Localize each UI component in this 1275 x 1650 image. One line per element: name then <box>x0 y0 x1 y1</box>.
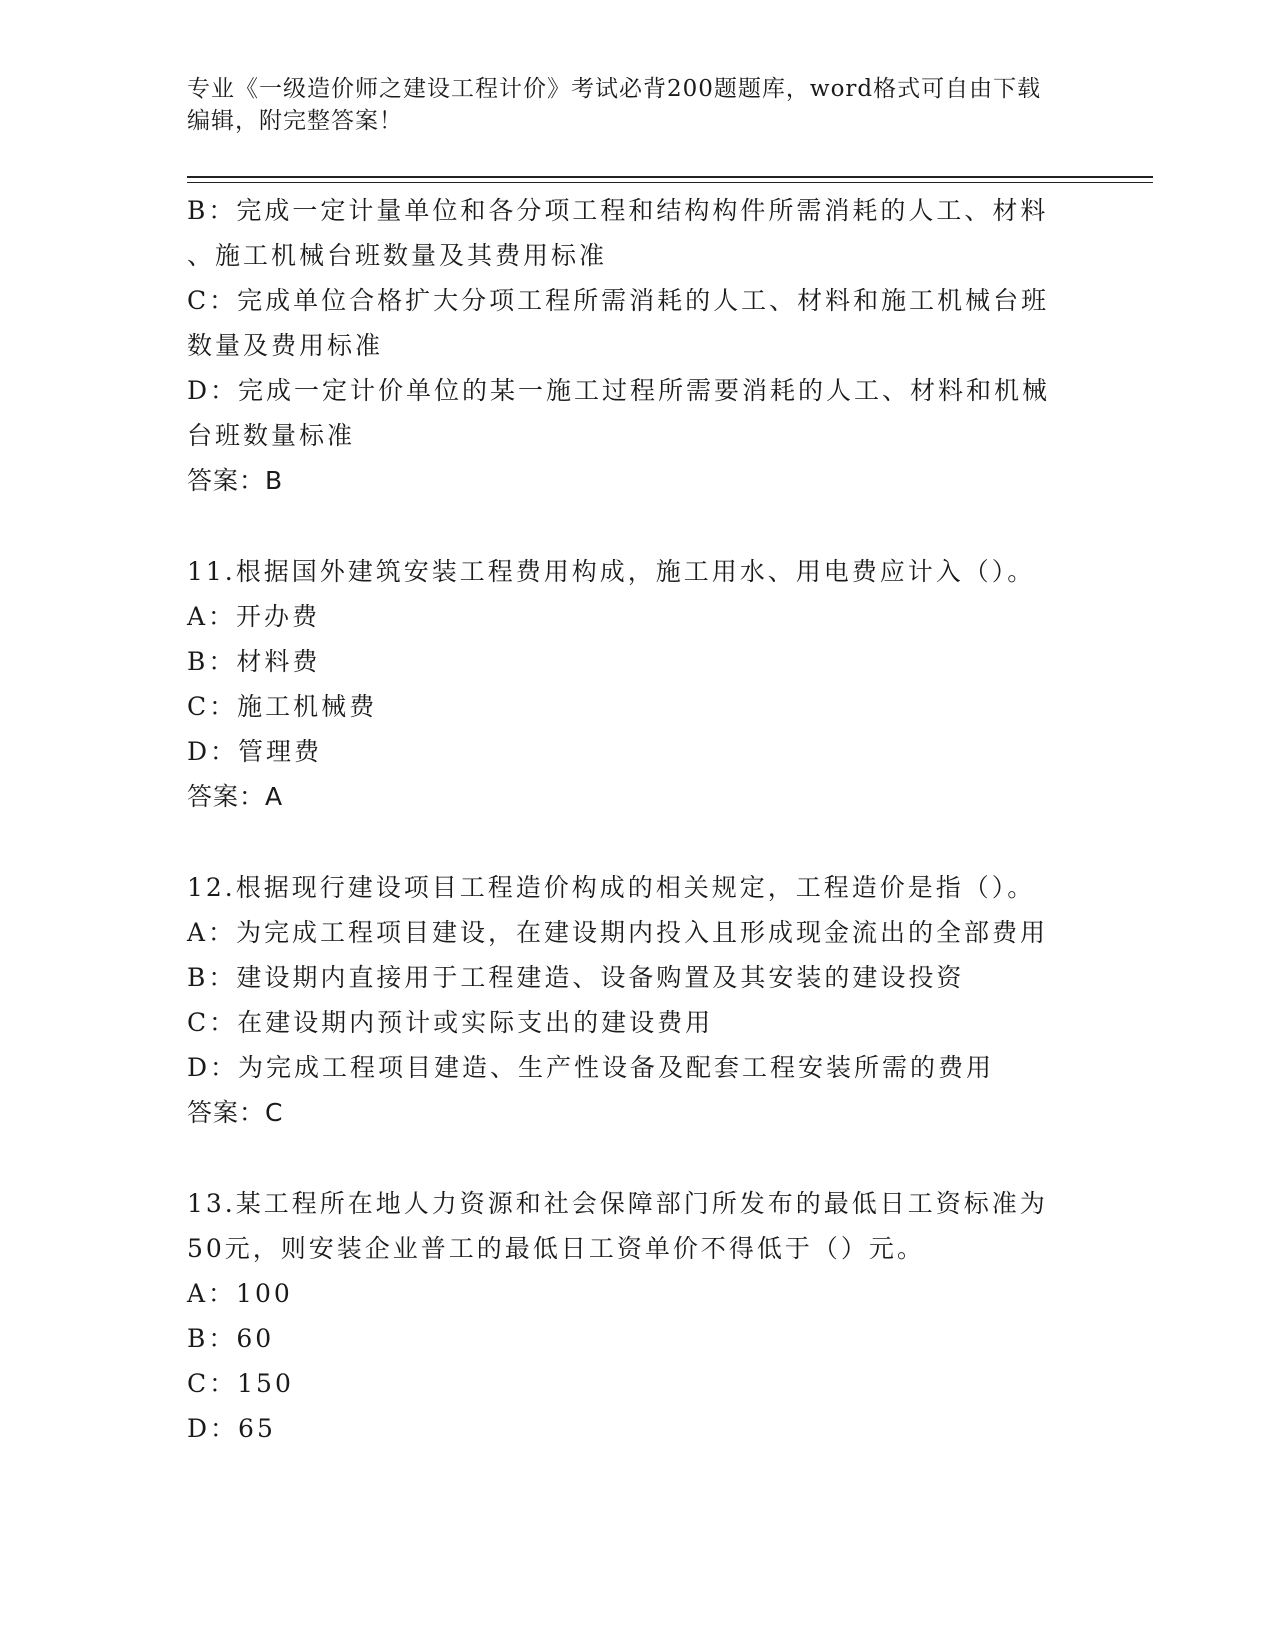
question-text: 12.根据现行建设项目工程造价构成的相关规定，工程造价是指（）。 <box>187 873 1036 902</box>
answer-line: 答案：C <box>187 1098 284 1127</box>
answer-line: 答案：A <box>187 782 284 811</box>
option-d: D：为完成工程项目建造、生产性设备及配套工程安装所需的费用 <box>187 1053 995 1082</box>
question-text-line-2: 50元，则安装企业普工的最低日工资单价不得低于（）元。 <box>187 1234 925 1263</box>
spacer <box>187 503 1087 549</box>
answer-line: 答案：B <box>187 466 284 495</box>
option-c: C：施工机械费 <box>187 692 378 721</box>
question-text-line-1: 13.某工程所在地人力资源和社会保障部门所发布的最低日工资标准为 <box>187 1189 1048 1218</box>
option-a: A：为完成工程项目建设，在建设期内投入且形成现金流出的全部费用 <box>187 918 1049 947</box>
option-d-line-1: D：完成一定计价单位的某一施工过程所需要消耗的人工、材料和机械 <box>187 376 1051 405</box>
option-b: B：60 <box>187 1324 275 1353</box>
page-header <box>187 73 1067 137</box>
spacer <box>187 1135 1087 1181</box>
header-rule-thin <box>187 182 1153 183</box>
option-b-line-2: 、施工机械台班数量及其费用标准 <box>187 241 608 270</box>
question-12 <box>187 865 1087 1135</box>
header-line-1: 专业《一级造价师之建设工程计价》考试必背200题题库，word格式可自由下载 <box>187 76 1042 102</box>
option-a: A：100 <box>187 1279 293 1308</box>
header-rule-thick <box>187 176 1153 178</box>
option-d: D：管理费 <box>187 737 323 766</box>
option-c-line-1: C：完成单位合格扩大分项工程所需消耗的人工、材料和施工机械台班 <box>187 286 1050 315</box>
option-d: D：65 <box>187 1414 276 1443</box>
header-line-2: 编辑，附完整答案！ <box>187 108 403 134</box>
option-b-line-1: B：完成一定计量单位和各分项工程和结构构件所需消耗的人工、材料 <box>187 196 1049 225</box>
option-c-line-2: 数量及费用标准 <box>187 331 384 360</box>
question-text: 11.根据国外建筑安装工程费用构成，施工用水、用电费应计入（）。 <box>187 557 1036 586</box>
option-c: C：在建设期内预计或实际支出的建设费用 <box>187 1008 714 1037</box>
document-body <box>187 188 1087 1451</box>
option-a: A：开办费 <box>187 602 321 631</box>
option-b: B：建设期内直接用于工程建造、设备购置及其安装的建设投资 <box>187 963 965 992</box>
option-b: B：材料费 <box>187 647 321 676</box>
continued-question <box>187 188 1087 503</box>
option-c: C：150 <box>187 1369 294 1398</box>
option-d-line-2: 台班数量标准 <box>187 421 356 450</box>
question-13 <box>187 1181 1087 1451</box>
spacer <box>187 819 1087 865</box>
question-11 <box>187 549 1087 819</box>
